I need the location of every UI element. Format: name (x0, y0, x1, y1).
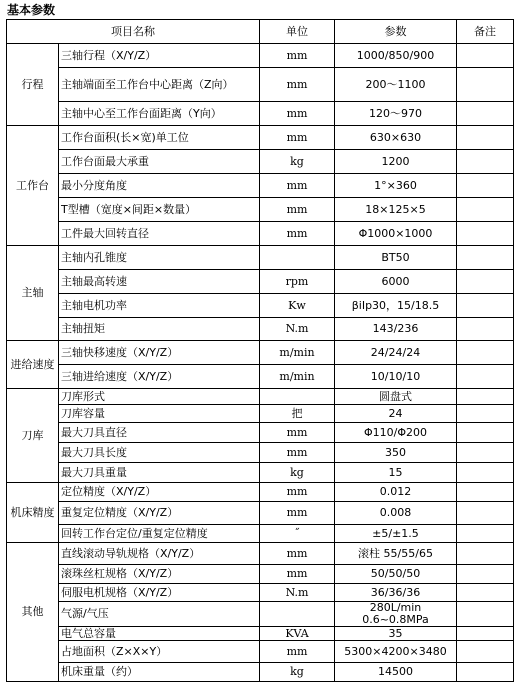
item-cell: 占地面积（Z×X×Y） (59, 641, 260, 663)
table-row (7, 294, 514, 318)
item-cell: 主轴内孔锥度 (59, 246, 260, 270)
param-cell: βiIp30，15/18.5 (335, 294, 457, 318)
param-cell: 24 (335, 405, 457, 423)
note-cell (457, 641, 514, 663)
note-cell (457, 483, 514, 502)
note-cell (457, 294, 514, 318)
category-cell: 进给速度 (7, 341, 59, 389)
param-cell: 36/36/36 (335, 584, 457, 602)
table-row (7, 102, 514, 126)
param-cell: 1200 (335, 150, 457, 174)
category-cell: 其他 (7, 543, 59, 682)
table-header-row (7, 20, 514, 44)
note-cell (457, 405, 514, 423)
note-cell (457, 126, 514, 150)
unit-cell: mm (260, 565, 335, 584)
table-row (7, 483, 514, 502)
param-cell: 14500 (335, 663, 457, 682)
item-cell: 主轴扭矩 (59, 318, 260, 341)
item-cell: 刀库容量 (59, 405, 260, 423)
unit-cell: kg (260, 663, 335, 682)
spec-table (6, 19, 514, 682)
table-row (7, 389, 514, 405)
table-row (7, 341, 514, 365)
unit-cell: KVA (260, 627, 335, 641)
unit-cell: N.m (260, 584, 335, 602)
note-cell (457, 174, 514, 198)
param-cell: 0.008 (335, 502, 457, 525)
param-cell: 350 (335, 443, 457, 463)
unit-cell: mm (260, 198, 335, 222)
note-cell (457, 423, 514, 443)
item-cell: 最小分度角度 (59, 174, 260, 198)
unit-cell: rpm (260, 270, 335, 294)
unit-cell: mm (260, 174, 335, 198)
note-cell (457, 602, 514, 627)
unit-cell (260, 602, 335, 627)
param-cell: BT50 (335, 246, 457, 270)
table-row (7, 602, 514, 627)
unit-cell: N.m (260, 318, 335, 341)
unit-cell: mm (260, 126, 335, 150)
unit-cell: ˝ (260, 525, 335, 543)
param-cell: 1000/850/900 (335, 44, 457, 68)
param-cell: 10/10/10 (335, 365, 457, 389)
category-cell: 刀库 (7, 389, 59, 483)
param-cell: 24/24/24 (335, 341, 457, 365)
unit-cell: mm (260, 443, 335, 463)
note-cell (457, 102, 514, 126)
unit-cell: mm (260, 543, 335, 565)
note-cell (457, 365, 514, 389)
unit-cell: mm (260, 44, 335, 68)
param-cell: 滚柱 55/55/65 (335, 543, 457, 565)
table-row (7, 543, 514, 565)
unit-cell: mm (260, 102, 335, 126)
item-cell: 主轴端面至工作台中心距离（Z向） (59, 68, 260, 102)
note-cell (457, 68, 514, 102)
header-unit: 单位 (260, 20, 335, 44)
table-row (7, 525, 514, 543)
table-row (7, 365, 514, 389)
item-cell: 刀库形式 (59, 389, 260, 405)
table-row (7, 318, 514, 341)
table-row (7, 463, 514, 483)
note-cell (457, 663, 514, 682)
spec-table-body (7, 44, 514, 682)
note-cell (457, 198, 514, 222)
table-row (7, 502, 514, 525)
item-cell: 最大刀具直径 (59, 423, 260, 443)
table-row (7, 246, 514, 270)
note-cell (457, 565, 514, 584)
item-cell: 主轴中心至工作台面距离（Y向） (59, 102, 260, 126)
param-cell: 143/236 (335, 318, 457, 341)
param-cell: 120～970 (335, 102, 457, 126)
category-cell: 行程 (7, 44, 59, 126)
table-row (7, 443, 514, 463)
unit-cell: mm (260, 423, 335, 443)
item-cell: T型槽（宽度×间距×数量） (59, 198, 260, 222)
category-cell: 主轴 (7, 246, 59, 341)
item-cell: 定位精度（X/Y/Z） (59, 483, 260, 502)
unit-cell (260, 246, 335, 270)
param-cell: 圆盘式 (335, 389, 457, 405)
note-cell (457, 318, 514, 341)
category-cell: 机床精度 (7, 483, 59, 543)
table-row (7, 663, 514, 682)
note-cell (457, 341, 514, 365)
item-cell: 直线滚动导轨规格（X/Y/Z） (59, 543, 260, 565)
category-cell: 工作台 (7, 126, 59, 246)
table-row (7, 44, 514, 68)
unit-cell: mm (260, 502, 335, 525)
param-cell: 18×125×5 (335, 198, 457, 222)
note-cell (457, 270, 514, 294)
unit-cell: kg (260, 463, 335, 483)
note-cell (457, 627, 514, 641)
param-cell: 0.012 (335, 483, 457, 502)
header-note: 备注 (457, 20, 514, 44)
unit-cell: mm (260, 68, 335, 102)
item-cell: 伺服电机规格（X/Y/Z） (59, 584, 260, 602)
item-cell: 三轴快移速度（X/Y/Z） (59, 341, 260, 365)
unit-cell: 把 (260, 405, 335, 423)
table-row (7, 641, 514, 663)
param-cell: 6000 (335, 270, 457, 294)
table-row (7, 126, 514, 150)
unit-cell: m/min (260, 365, 335, 389)
item-cell: 电气总容量 (59, 627, 260, 641)
table-row (7, 627, 514, 641)
note-cell (457, 44, 514, 68)
table-row (7, 174, 514, 198)
param-cell: 5300×4200×3480 (335, 641, 457, 663)
item-cell: 三轴进给速度（X/Y/Z） (59, 365, 260, 389)
param-cell: 280L/min 0.6~0.8MPa (335, 602, 457, 627)
note-cell (457, 543, 514, 565)
param-cell: Φ1000×1000 (335, 222, 457, 246)
note-cell (457, 463, 514, 483)
param-cell: 630×630 (335, 126, 457, 150)
item-cell: 气源/气压 (59, 602, 260, 627)
item-cell: 工作台面积(长×宽)单工位 (59, 126, 260, 150)
param-cell: 35 (335, 627, 457, 641)
item-cell: 最大刀具重量 (59, 463, 260, 483)
table-row (7, 423, 514, 443)
param-cell: 200～1100 (335, 68, 457, 102)
table-row (7, 150, 514, 174)
unit-cell: mm (260, 483, 335, 502)
param-cell: 15 (335, 463, 457, 483)
note-cell (457, 584, 514, 602)
note-cell (457, 246, 514, 270)
table-row (7, 270, 514, 294)
unit-cell: kg (260, 150, 335, 174)
unit-cell: mm (260, 222, 335, 246)
item-cell: 滚珠丝杠规格（X/Y/Z） (59, 565, 260, 584)
unit-cell: Kw (260, 294, 335, 318)
table-row (7, 565, 514, 584)
item-cell: 工件最大回转直径 (59, 222, 260, 246)
table-row (7, 405, 514, 423)
note-cell (457, 150, 514, 174)
param-cell: 50/50/50 (335, 565, 457, 584)
item-cell: 回转工作台定位/重复定位精度 (59, 525, 260, 543)
item-cell: 工作台面最大承重 (59, 150, 260, 174)
unit-cell: m/min (260, 341, 335, 365)
note-cell (457, 525, 514, 543)
note-cell (457, 443, 514, 463)
section-title: 基本参数 (7, 3, 56, 17)
item-cell: 重复定位精度（X/Y/Z） (59, 502, 260, 525)
note-cell (457, 502, 514, 525)
unit-cell: mm (260, 641, 335, 663)
param-cell: ±5/±1.5 (335, 525, 457, 543)
header-item: 项目名称 (7, 20, 260, 44)
item-cell: 机床重量（约） (59, 663, 260, 682)
note-cell (457, 389, 514, 405)
table-row (7, 68, 514, 102)
param-cell: Φ110/Φ200 (335, 423, 457, 443)
table-row (7, 198, 514, 222)
item-cell: 主轴电机功率 (59, 294, 260, 318)
item-cell: 主轴最高转速 (59, 270, 260, 294)
table-row (7, 222, 514, 246)
table-row (7, 584, 514, 602)
header-param: 参数 (335, 20, 457, 44)
item-cell: 三轴行程（X/Y/Z） (59, 44, 260, 68)
item-cell: 最大刀具长度 (59, 443, 260, 463)
unit-cell (260, 389, 335, 405)
param-cell: 1°×360 (335, 174, 457, 198)
note-cell (457, 222, 514, 246)
